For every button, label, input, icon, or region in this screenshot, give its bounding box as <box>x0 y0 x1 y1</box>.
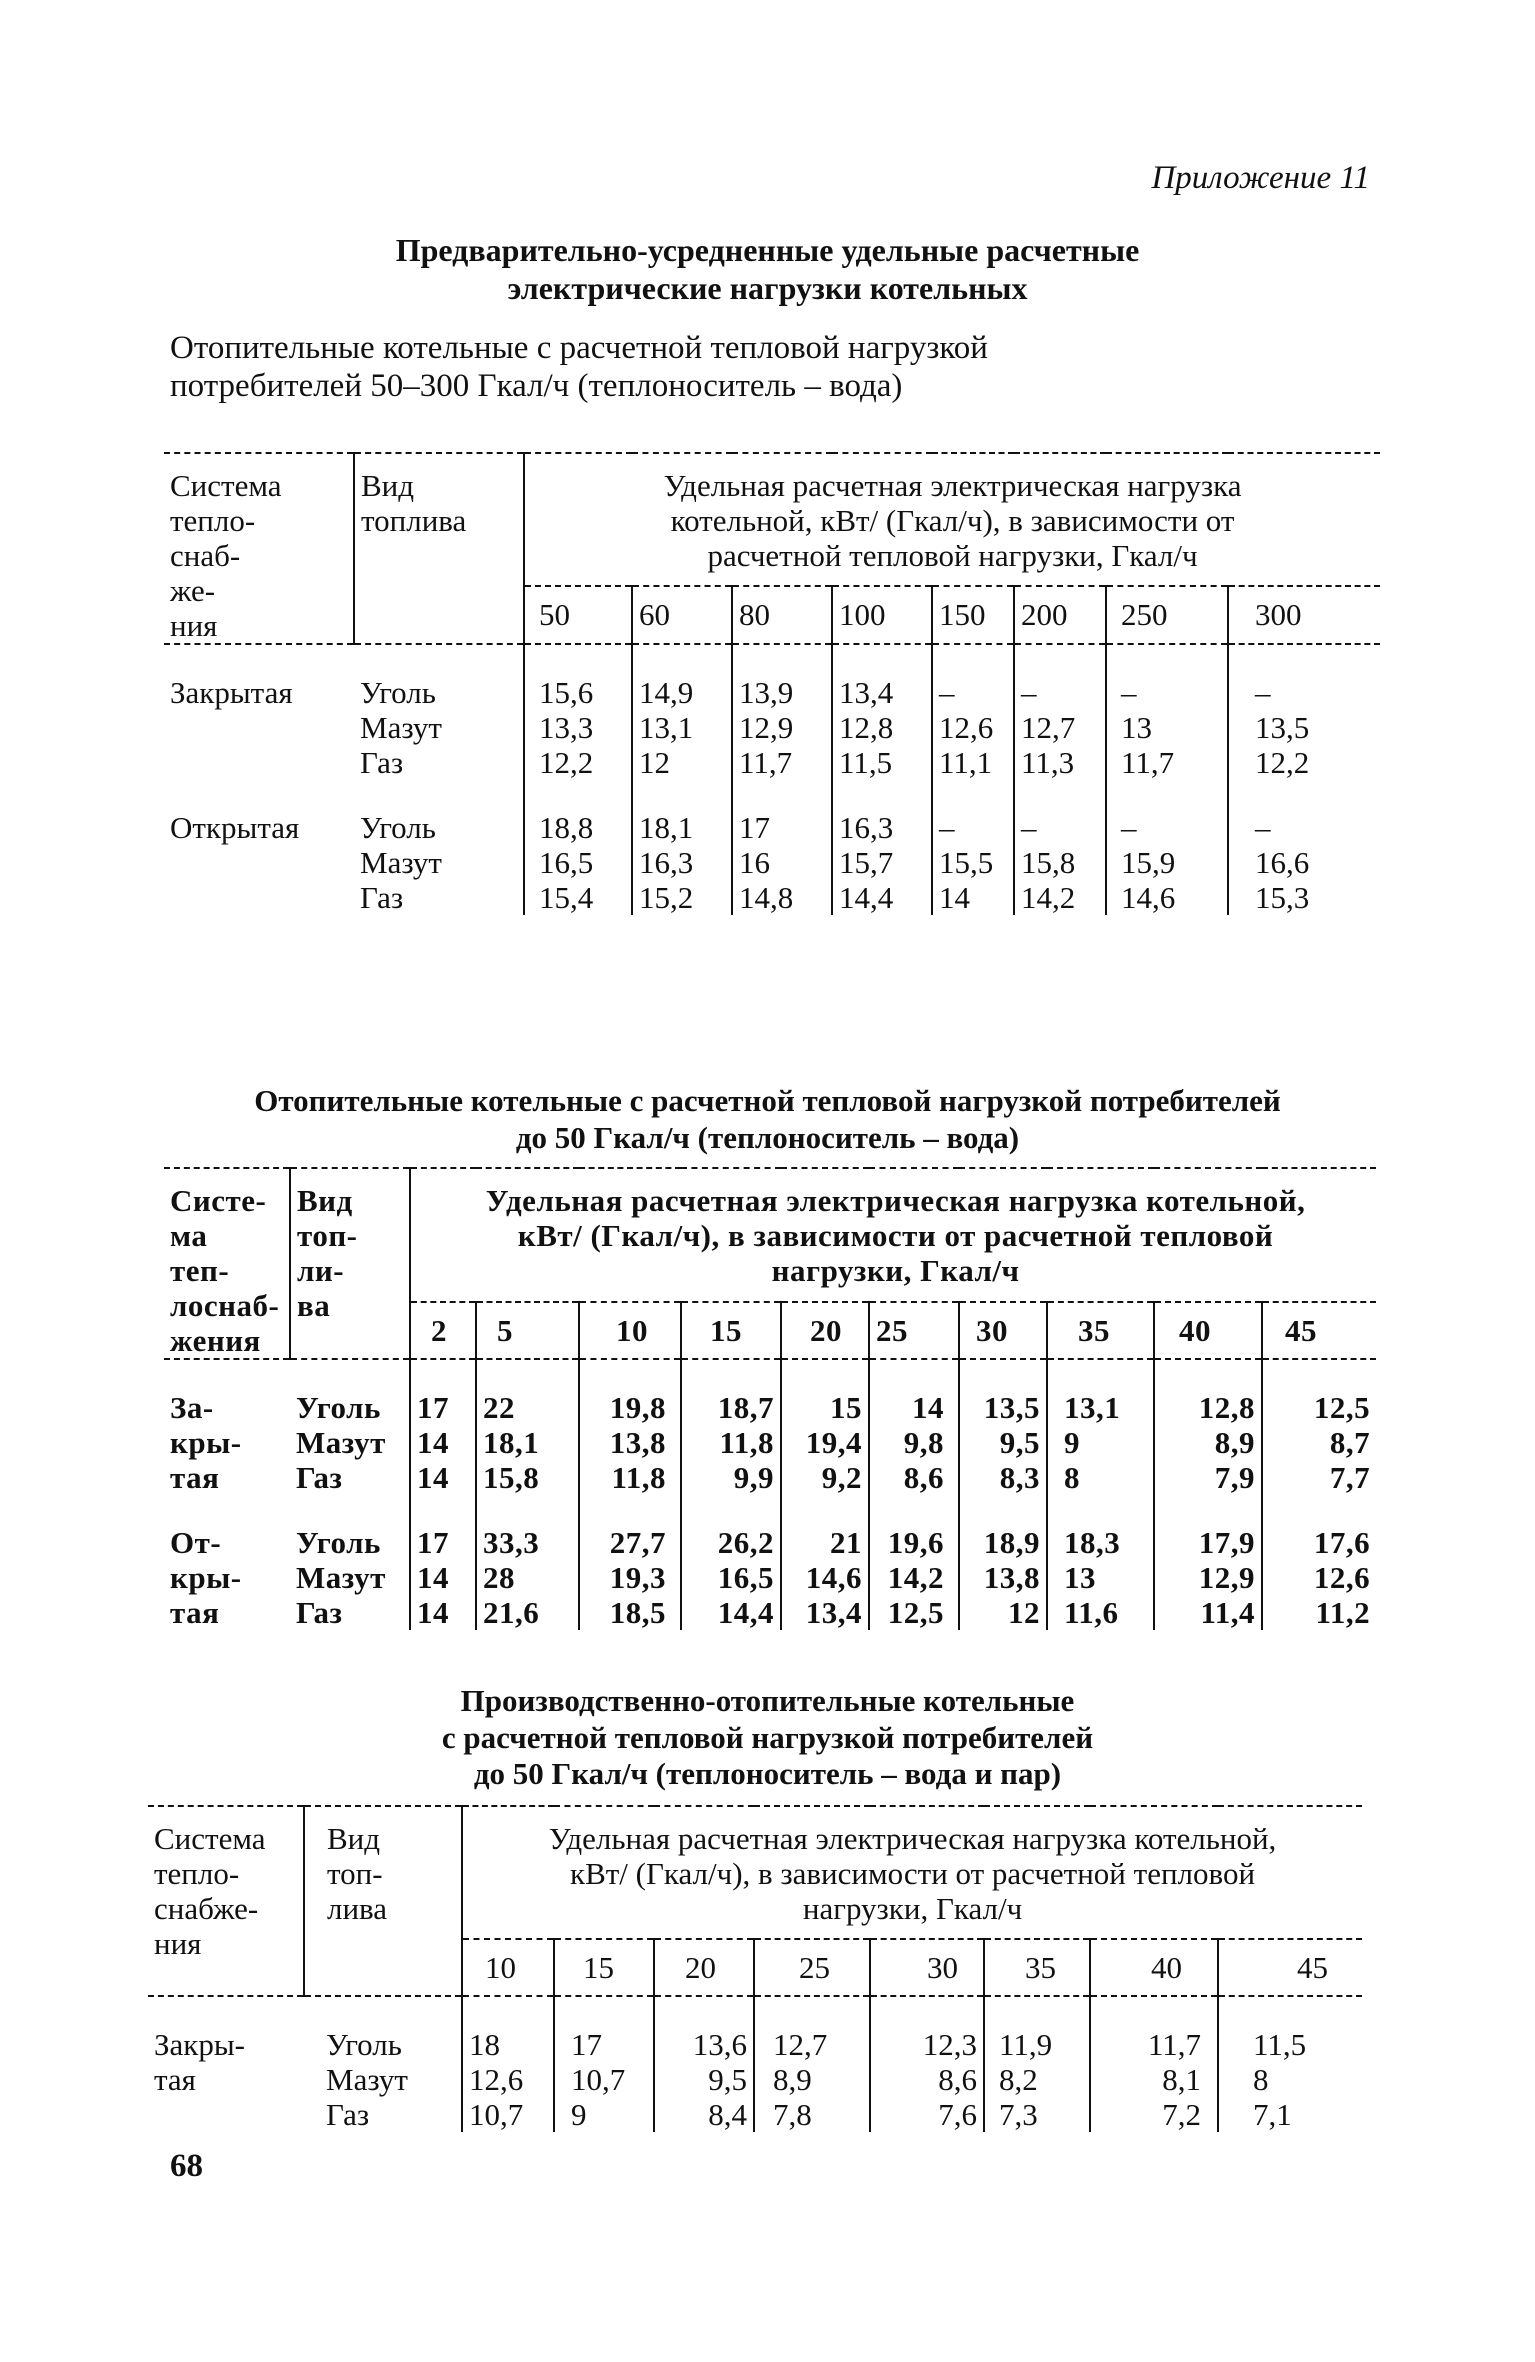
table2-system-cell: От- кры- тая <box>170 1525 242 1631</box>
table3-header-system: Система тепло- снабже- ния <box>148 1806 304 1996</box>
table3-load-45: 45 <box>1218 1939 1362 1996</box>
table-row <box>164 810 1380 915</box>
table2-load-40: 40 <box>1154 1302 1262 1359</box>
table1-load-250: 250 <box>1106 586 1228 644</box>
table-row <box>164 1390 1376 1495</box>
table3-value-cell: 11,5 8 7,1 <box>1253 2027 1307 2133</box>
table1-value-cell: – 16,6 15,3 <box>1255 810 1310 916</box>
table2-value-cell: 12,5 8,7 7,7 <box>1313 1390 1371 1496</box>
table1-fuel-cell: Уголь Мазут Газ <box>354 810 524 915</box>
table2-header-load: Удельная расчетная электрическая нагрузка котельной, кВт/ (Гкал/ч), в зависимости от расчетной тепловой нагрузки, Гкал/ч <box>410 1168 1376 1302</box>
table1-value-cell: 18,1 16,3 15,2 <box>632 810 732 915</box>
table1-load-300: 300 <box>1228 586 1380 644</box>
page-number: 68 <box>170 2148 203 2184</box>
table2-value-cell: 17,9 12,9 11,4 <box>1154 1525 1262 1630</box>
section3-title-line3: до 50 Гкал/ч (теплоноситель – вода и пар) <box>473 1756 1062 1792</box>
table1-value-cell: 17 16 14,8 <box>732 810 832 915</box>
table1-load-150: 150 <box>932 586 1014 644</box>
section1-subtitle-line2: потребителей 50–300 Гкал/ч (теплоноситель – вода) <box>170 367 903 404</box>
table2-header-fuel: Вид топ- ли- ва <box>290 1168 410 1359</box>
table2-value-cell: 17 14 14 <box>410 1525 476 1630</box>
table1-system-cell: Открытая <box>170 810 300 846</box>
table3-load-40: 40 <box>1090 1939 1218 1996</box>
table2-header-system: Систе- ма теп- лоснаб- жения <box>164 1168 290 1359</box>
table3-value-cell: 18 12,6 10,7 <box>462 2027 554 2132</box>
table3-header-load: Удельная расчетная электрическая нагрузка котельной, кВт/ (Гкал/ч), в зависимости от расчетной тепловой нагрузки, Гкал/ч <box>462 1806 1362 1939</box>
table3-value-cell: 11,9 8,2 7,3 <box>984 2027 1090 2132</box>
table2-value-cell: 18,7 11,8 9,9 <box>681 1390 781 1495</box>
main-title-line2: электрические нагрузки котельных <box>507 269 1028 306</box>
table2-fuel-cell: Уголь Мазут Газ <box>290 1390 410 1495</box>
table3-system-cell: Закры- тая <box>154 2027 246 2098</box>
table1-value-cell: 16,3 15,7 14,4 <box>832 810 932 915</box>
table2-system-cell: За- кры- тая <box>170 1390 242 1496</box>
table2-value-cell: 15 19,4 9,2 <box>781 1390 869 1495</box>
table3-value-cell: 12,3 8,6 7,6 <box>870 2027 984 2132</box>
table3-load-35: 35 <box>984 1939 1090 1996</box>
table3-load-15: 15 <box>554 1939 654 1996</box>
table1-value-cell: 13,9 12,9 11,7 <box>732 675 832 780</box>
section2-title-line2: до 50 Гкал/ч (теплоноситель – вода) <box>515 1119 1020 1155</box>
table2-value-cell: 26,2 16,5 14,4 <box>681 1525 781 1630</box>
table-row <box>164 1525 1376 1630</box>
table3-header-fuel: Вид топ- лива <box>304 1806 462 1996</box>
table2-load-15: 15 <box>681 1302 781 1359</box>
table1-load-80: 80 <box>732 586 832 644</box>
table1-fuel-cell: Уголь Мазут Газ <box>354 675 524 780</box>
table2-value-cell: 27,7 19,3 18,5 <box>579 1525 681 1630</box>
table2-value-cell: 18,3 13 11,6 <box>1047 1525 1154 1630</box>
table2-load-25: 25 <box>869 1302 959 1359</box>
table1-value-cell: – 15,9 14,6 <box>1106 810 1228 915</box>
table1-value-cell: – 13 11,7 <box>1106 675 1228 780</box>
main-title <box>0 232 1535 308</box>
table3-fuel-cell: Уголь Мазут Газ <box>304 2027 462 2132</box>
table2-fuel-cell: Уголь Мазут Газ <box>290 1525 410 1630</box>
table3-value-cell: 11,7 8,1 7,2 <box>1090 2027 1218 2132</box>
table-3 <box>148 1805 1362 2132</box>
table3-load-30: 30 <box>870 1939 984 1996</box>
section1-subtitle <box>170 330 988 406</box>
table2-value-cell: 33,3 28 21,6 <box>476 1525 579 1630</box>
table1-value-cell: – 12,6 11,1 <box>932 675 1014 780</box>
table2-value-cell: 13,5 9,5 8,3 <box>959 1390 1047 1495</box>
table2-value-cell: 22 18,1 15,8 <box>476 1390 579 1495</box>
table2-load-10: 10 <box>579 1302 681 1359</box>
table2-load-5: 5 <box>476 1302 579 1359</box>
table1-load-200: 200 <box>1014 586 1106 644</box>
table3-value-cell: 17 10,7 9 <box>554 2027 654 2132</box>
section2-title-line1: Отопительные котельные с расчетной тепловой нагрузкой потребителей <box>254 1083 1281 1118</box>
table1-value-cell: 15,6 13,3 12,2 <box>524 675 632 780</box>
table2-value-cell: 18,9 13,8 12 <box>959 1525 1047 1630</box>
table1-header-load: Удельная расчетная электрическая нагрузка котельной, кВт/ (Гкал/ч), в зависимости от расчетной тепловой нагрузки, Гкал/ч <box>524 453 1380 586</box>
table-2 <box>164 1167 1376 1630</box>
table1-value-cell: – 15,5 14 <box>932 810 1014 915</box>
main-title-line1: Предварительно-усредненные удельные расчетные <box>395 232 1140 268</box>
table-row <box>164 675 1380 780</box>
table1-load-100: 100 <box>832 586 932 644</box>
section3-title <box>0 1683 1535 1793</box>
table2-value-cell: 14 9,8 8,6 <box>869 1390 959 1495</box>
table3-load-20: 20 <box>654 1939 754 1996</box>
table1-header-fuel: Вид топлива <box>354 453 524 644</box>
section3-title-line1: Производственно-отопительные котельные <box>460 1683 1075 1718</box>
table1-header-system: Система тепло- снаб- же- ния <box>164 453 354 644</box>
appendix-label: Приложение 11 <box>1151 160 1370 196</box>
table2-value-cell: 21 14,6 13,4 <box>781 1525 869 1630</box>
table-1 <box>164 452 1380 915</box>
table1-value-cell: 18,8 16,5 15,4 <box>524 810 632 915</box>
table2-load-2: 2 <box>410 1302 476 1359</box>
table2-load-30: 30 <box>959 1302 1047 1359</box>
table2-load-35: 35 <box>1047 1302 1154 1359</box>
table1-value-cell: 13,4 12,8 11,5 <box>832 675 932 780</box>
table2-value-cell: 19,6 14,2 12,5 <box>869 1525 959 1630</box>
table3-value-cell: 12,7 8,9 7,8 <box>754 2027 870 2132</box>
table1-load-50: 50 <box>524 586 632 644</box>
table1-load-60: 60 <box>632 586 732 644</box>
table-row <box>148 2027 1362 2132</box>
table3-load-25: 25 <box>754 1939 870 1996</box>
table3-load-10: 10 <box>462 1939 554 1996</box>
table2-load-20: 20 <box>781 1302 869 1359</box>
table2-value-cell: 17 14 14 <box>410 1390 476 1495</box>
table1-value-cell: – 12,7 11,3 <box>1014 675 1106 780</box>
table2-value-cell: 12,8 8,9 7,9 <box>1154 1390 1262 1495</box>
table2-value-cell: 19,8 13,8 11,8 <box>579 1390 681 1495</box>
table3-value-cell: 13,6 9,5 8,4 <box>654 2027 754 2132</box>
table1-system-cell: Закрытая <box>170 675 293 711</box>
section1-subtitle-line1: Отопительные котельные с расчетной тепловой нагрузкой <box>170 330 988 366</box>
section2-title <box>0 1083 1535 1156</box>
table2-value-cell: 13,1 9 8 <box>1047 1390 1154 1495</box>
table2-load-45: 45 <box>1262 1302 1376 1359</box>
table1-value-cell: 14,9 13,1 12 <box>632 675 732 780</box>
section3-title-line2: с расчетной тепловой нагрузкой потребителей <box>441 1719 1094 1755</box>
table1-value-cell: – 15,8 14,2 <box>1014 810 1106 915</box>
table1-value-cell: – 13,5 12,2 <box>1255 675 1310 781</box>
table2-value-cell: 17,6 12,6 11,2 <box>1313 1525 1371 1631</box>
